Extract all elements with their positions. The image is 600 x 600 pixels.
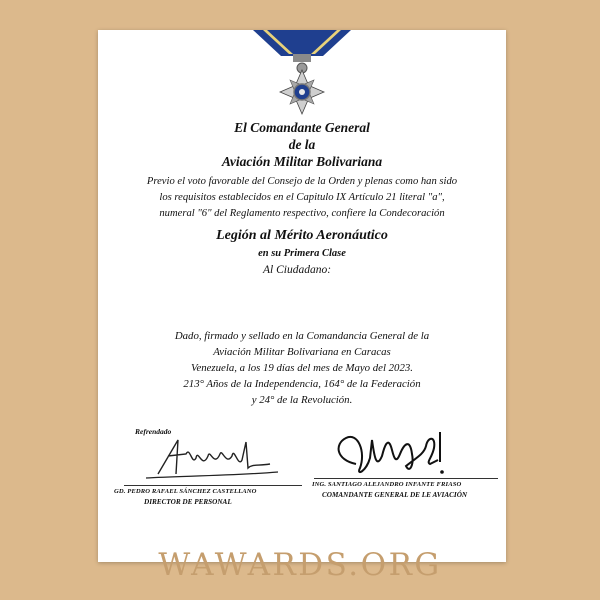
closing-line-4: 213° Años de la Independencia, 164° de la Federación: [183, 378, 421, 390]
heading-line-1: El Comandante General: [234, 120, 370, 135]
closing-line-2: Aviación Militar Bolivariana en Caracas: [213, 346, 391, 358]
signatory-right-title: COMANDANTE GENERAL DE LE AVIACIÓN: [322, 491, 468, 499]
signature-line-left: [124, 485, 302, 486]
countersign-label: Refrendado: [135, 427, 172, 436]
preamble-line-3: numeral "6" del Reglamento respectivo, confiere la Condecoración: [159, 208, 445, 219]
signature-right: [326, 424, 476, 480]
signatory-right-name: ING. SANTIAGO ALEJANDRO INFANTE FRIASO: [312, 481, 462, 488]
signature-line-right: [314, 478, 498, 479]
heading-line-3: Aviación Militar Bolivariana: [221, 154, 383, 169]
preamble-line-2: los requisitos establecidos en el Capitulo IX Artículo 21 literal "a",: [159, 192, 445, 203]
recipient-label: Al Ciudadano:: [263, 264, 332, 276]
closing-line-3: Venezuela, a los 19 días del mes de Mayo del 2023.: [191, 362, 413, 374]
medal-cross-icon: [253, 30, 351, 122]
closing-line-1: Dado, firmado y sellado en la Comandancia General de la: [174, 330, 430, 342]
heading-line-2: de la: [288, 137, 316, 152]
watermark-text: WAWARDS.ORG: [158, 547, 442, 583]
signature-left: [138, 426, 298, 486]
preamble-line-1: Previo el voto favorable del Consejo de la Orden y plenas como han sido: [146, 176, 458, 187]
signatory-left-name: GD. PEDRO RAFAEL SÁNCHEZ CASTELLANO: [114, 488, 257, 495]
decoration-name: Legión al Mérito Aeronáutico: [216, 228, 388, 243]
certificate-paper: [98, 30, 506, 562]
closing-line-5: y 24° de la Revolución.: [251, 394, 353, 406]
signatory-left-title: DIRECTOR DE PERSONAL: [144, 498, 232, 506]
decoration-class: en su Primera Clase: [258, 248, 346, 259]
